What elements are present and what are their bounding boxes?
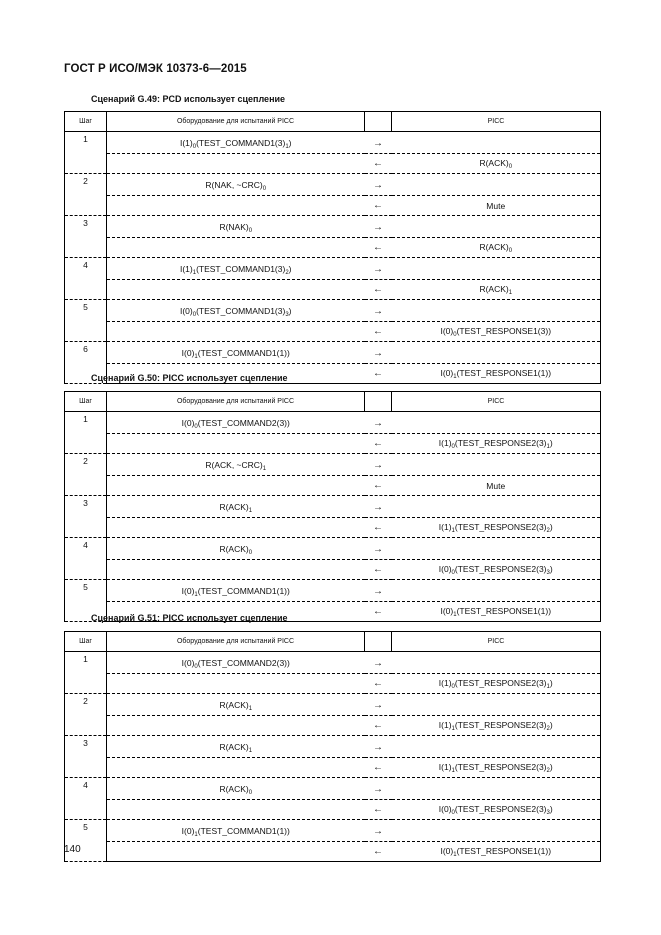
arrow-left-icon: ← [365,800,392,820]
step-number: 6 [65,342,107,384]
pcd-empty-cell [107,758,365,778]
arrow-right-icon: → [365,454,392,476]
picc-response: $I(1)_1(TEST\_RESPONSE2(3)_2)$ [392,758,601,778]
pcd-empty-cell [107,196,365,216]
step-row-command [65,454,601,476]
step-row-response [65,674,601,694]
step-number: 3 [65,736,107,778]
step-row-response [65,842,601,862]
picc-response: $I(0)_0(TEST\_RESPONSE1(3))$ [392,322,601,342]
picc-response: $I(1)_0(TEST\_RESPONSE2(3)_1)$ [392,434,601,454]
scenario-table-g49 [64,111,601,384]
pcd-empty-cell [107,238,365,258]
arrow-right-icon: → [365,174,392,196]
pcd-command: R(ACK, $\sim CRC)_1$ [107,454,365,476]
pcd-empty-cell [107,716,365,736]
step-row-response [65,434,601,454]
step-row-command [65,778,601,800]
pcd-command: $I(1)_0(TEST\_COMMAND1(3)_1)$ [107,132,365,154]
step-row-response [65,560,601,580]
step-row-command [65,538,601,560]
column-header-picc: PICC [392,392,601,412]
picc-empty-cell [392,412,601,434]
arrow-right-icon: → [365,652,392,674]
step-row-command [65,820,601,842]
pcd-command: $R(ACK)_0$ [107,538,365,560]
pcd-command: R(NAK, $\sim CRC)_0$ [107,174,365,196]
pcd-command: $R(ACK)_1$ [107,496,365,518]
step-number: 5 [65,820,107,862]
column-header-picc: PICC [392,632,601,652]
picc-response: $R(ACK)_0$ [392,154,601,174]
arrow-left-icon: ← [365,560,392,580]
step-row-command [65,412,601,434]
step-number: 3 [65,216,107,258]
scenario-body [65,132,601,384]
picc-response: $R(ACK)_1$ [392,280,601,300]
step-number: 2 [65,174,107,216]
step-number: 4 [65,258,107,300]
picc-empty-cell [392,300,601,322]
arrow-left-icon: ← [365,602,392,622]
pcd-empty-cell [107,842,365,862]
arrow-left-icon: ← [365,364,392,384]
step-row-command [65,174,601,196]
step-row-command [65,300,601,322]
scenario-table-g50 [64,391,601,622]
picc-empty-cell [392,342,601,364]
column-header-step: Шаг [65,112,107,132]
pcd-empty-cell [107,434,365,454]
column-header-step: Шаг [65,632,107,652]
arrow-left-icon: ← [365,280,392,300]
step-row-response [65,154,601,174]
arrow-right-icon: → [365,736,392,758]
pcd-empty-cell [107,322,365,342]
arrow-right-icon: → [365,342,392,364]
pcd-command: $I(0)_0(TEST\_COMMAND2(3))$ [107,412,365,434]
arrow-right-icon: → [365,694,392,716]
column-header-arrow [365,632,392,652]
step-row-command [65,132,601,154]
picc-empty-cell [392,736,601,758]
arrow-left-icon: ← [365,842,392,862]
pcd-empty-cell [107,560,365,580]
pcd-command: $I(1)_1(TEST\_COMMAND1(3)_2)$ [107,258,365,280]
picc-empty-cell [392,820,601,842]
picc-response: $I(0)_1(TEST\_RESPONSE1(1))$ [392,364,601,384]
step-number: 2 [65,454,107,496]
picc-response: $I(1)_1(TEST\_RESPONSE2(3)_2)$ [392,518,601,538]
arrow-right-icon: → [365,216,392,238]
step-row-response [65,196,601,216]
picc-response: $I(1)_1(TEST\_RESPONSE2(3)_2)$ [392,716,601,736]
picc-empty-cell [392,174,601,196]
arrow-left-icon: ← [365,758,392,778]
arrow-right-icon: → [365,820,392,842]
step-row-response [65,322,601,342]
step-number: 3 [65,496,107,538]
arrow-left-icon: ← [365,518,392,538]
pcd-command: $I(0)_0(TEST\_COMMAND1(3)_3)$ [107,300,365,322]
picc-empty-cell [392,258,601,280]
column-header-picc: PICC [392,112,601,132]
step-row-command [65,694,601,716]
scenario-title-g51: Сценарий G.51: PICC использует сцепление [91,613,288,623]
step-row-response [65,518,601,538]
step-row-response [65,476,601,496]
step-row-response [65,280,601,300]
arrow-right-icon: → [365,300,392,322]
step-number: 1 [65,652,107,694]
picc-response: $I(0)_0(TEST\_RESPONSE2(3)_3)$ [392,800,601,820]
pcd-empty-cell [107,154,365,174]
arrow-left-icon: ← [365,322,392,342]
picc-response: $I(0)_1(TEST\_RESPONSE1(1))$ [392,842,601,862]
column-header-step: Шаг [65,392,107,412]
step-row-command [65,580,601,602]
picc-empty-cell [392,652,601,674]
arrow-right-icon: → [365,412,392,434]
scenario-body [65,412,601,622]
step-row-command [65,736,601,758]
step-number: 4 [65,538,107,580]
arrow-right-icon: → [365,258,392,280]
pcd-command: $I(0)_1(TEST\_COMMAND1(1))$ [107,342,365,364]
picc-empty-cell [392,538,601,560]
scenario-body [65,652,601,862]
step-row-command [65,216,601,238]
arrow-left-icon: ← [365,716,392,736]
pcd-command: $I(0)_1(TEST\_COMMAND1(1))$ [107,580,365,602]
arrow-right-icon: → [365,496,392,518]
pcd-empty-cell [107,476,365,496]
arrow-left-icon: ← [365,674,392,694]
step-row-command [65,652,601,674]
picc-response: $I(0)_1(TEST\_RESPONSE1(1))$ [392,602,601,622]
arrow-left-icon: ← [365,196,392,216]
arrow-left-icon: ← [365,476,392,496]
step-number: 2 [65,694,107,736]
pcd-empty-cell [107,800,365,820]
pcd-empty-cell [107,518,365,538]
step-number: 5 [65,300,107,342]
step-number: 1 [65,412,107,454]
arrow-right-icon: → [365,580,392,602]
picc-empty-cell [392,694,601,716]
step-number: 5 [65,580,107,622]
column-header-pcd: Оборудование для испытаний PICC [107,112,365,132]
picc-response: Mute [392,196,601,216]
arrow-left-icon: ← [365,434,392,454]
pcd-empty-cell [107,280,365,300]
picc-empty-cell [392,778,601,800]
picc-empty-cell [392,132,601,154]
pcd-command: $R(NAK)_0$ [107,216,365,238]
pcd-command: $I(0)_0(TEST\_COMMAND2(3))$ [107,652,365,674]
picc-response: $R(ACK)_0$ [392,238,601,258]
step-number: 1 [65,132,107,174]
column-header-pcd: Оборудование для испытаний PICC [107,392,365,412]
arrow-right-icon: → [365,778,392,800]
step-row-command [65,342,601,364]
pcd-command: $R(ACK)_1$ [107,694,365,716]
picc-empty-cell [392,580,601,602]
pcd-command: $R(ACK)_1$ [107,736,365,758]
picc-empty-cell [392,216,601,238]
picc-empty-cell [392,454,601,476]
scenario-title-g49: Сценарий G.49: PCD использует сцепление [91,94,286,104]
column-header-pcd: Оборудование для испытаний PICC [107,632,365,652]
arrow-left-icon: ← [365,154,392,174]
pcd-empty-cell [107,674,365,694]
step-row-response [65,716,601,736]
page-header: ГОСТ Р ИСО/МЭК 10373-6—2015 [64,63,247,75]
arrow-right-icon: → [365,538,392,560]
step-row-response [65,800,601,820]
column-header-arrow [365,392,392,412]
pcd-command: $R(ACK)_0$ [107,778,365,800]
pcd-command: $I(0)_1(TEST\_COMMAND1(1))$ [107,820,365,842]
arrow-right-icon: → [365,132,392,154]
page-number: 140 [64,844,81,855]
picc-response: Mute [392,476,601,496]
step-row-response [65,758,601,778]
step-row-command [65,496,601,518]
scenario-table-g51 [64,631,601,862]
step-row-response [65,238,601,258]
picc-response: $I(0)_0(TEST\_RESPONSE2(3)_3)$ [392,560,601,580]
step-row-command [65,258,601,280]
arrow-left-icon: ← [365,238,392,258]
picc-empty-cell [392,496,601,518]
scenario-title-g50: Сценарий G.50: PICC использует сцепление [91,373,288,383]
step-number: 4 [65,778,107,820]
column-header-arrow [365,112,392,132]
picc-response: $I(1)_0(TEST\_RESPONSE2(3)_1)$ [392,674,601,694]
